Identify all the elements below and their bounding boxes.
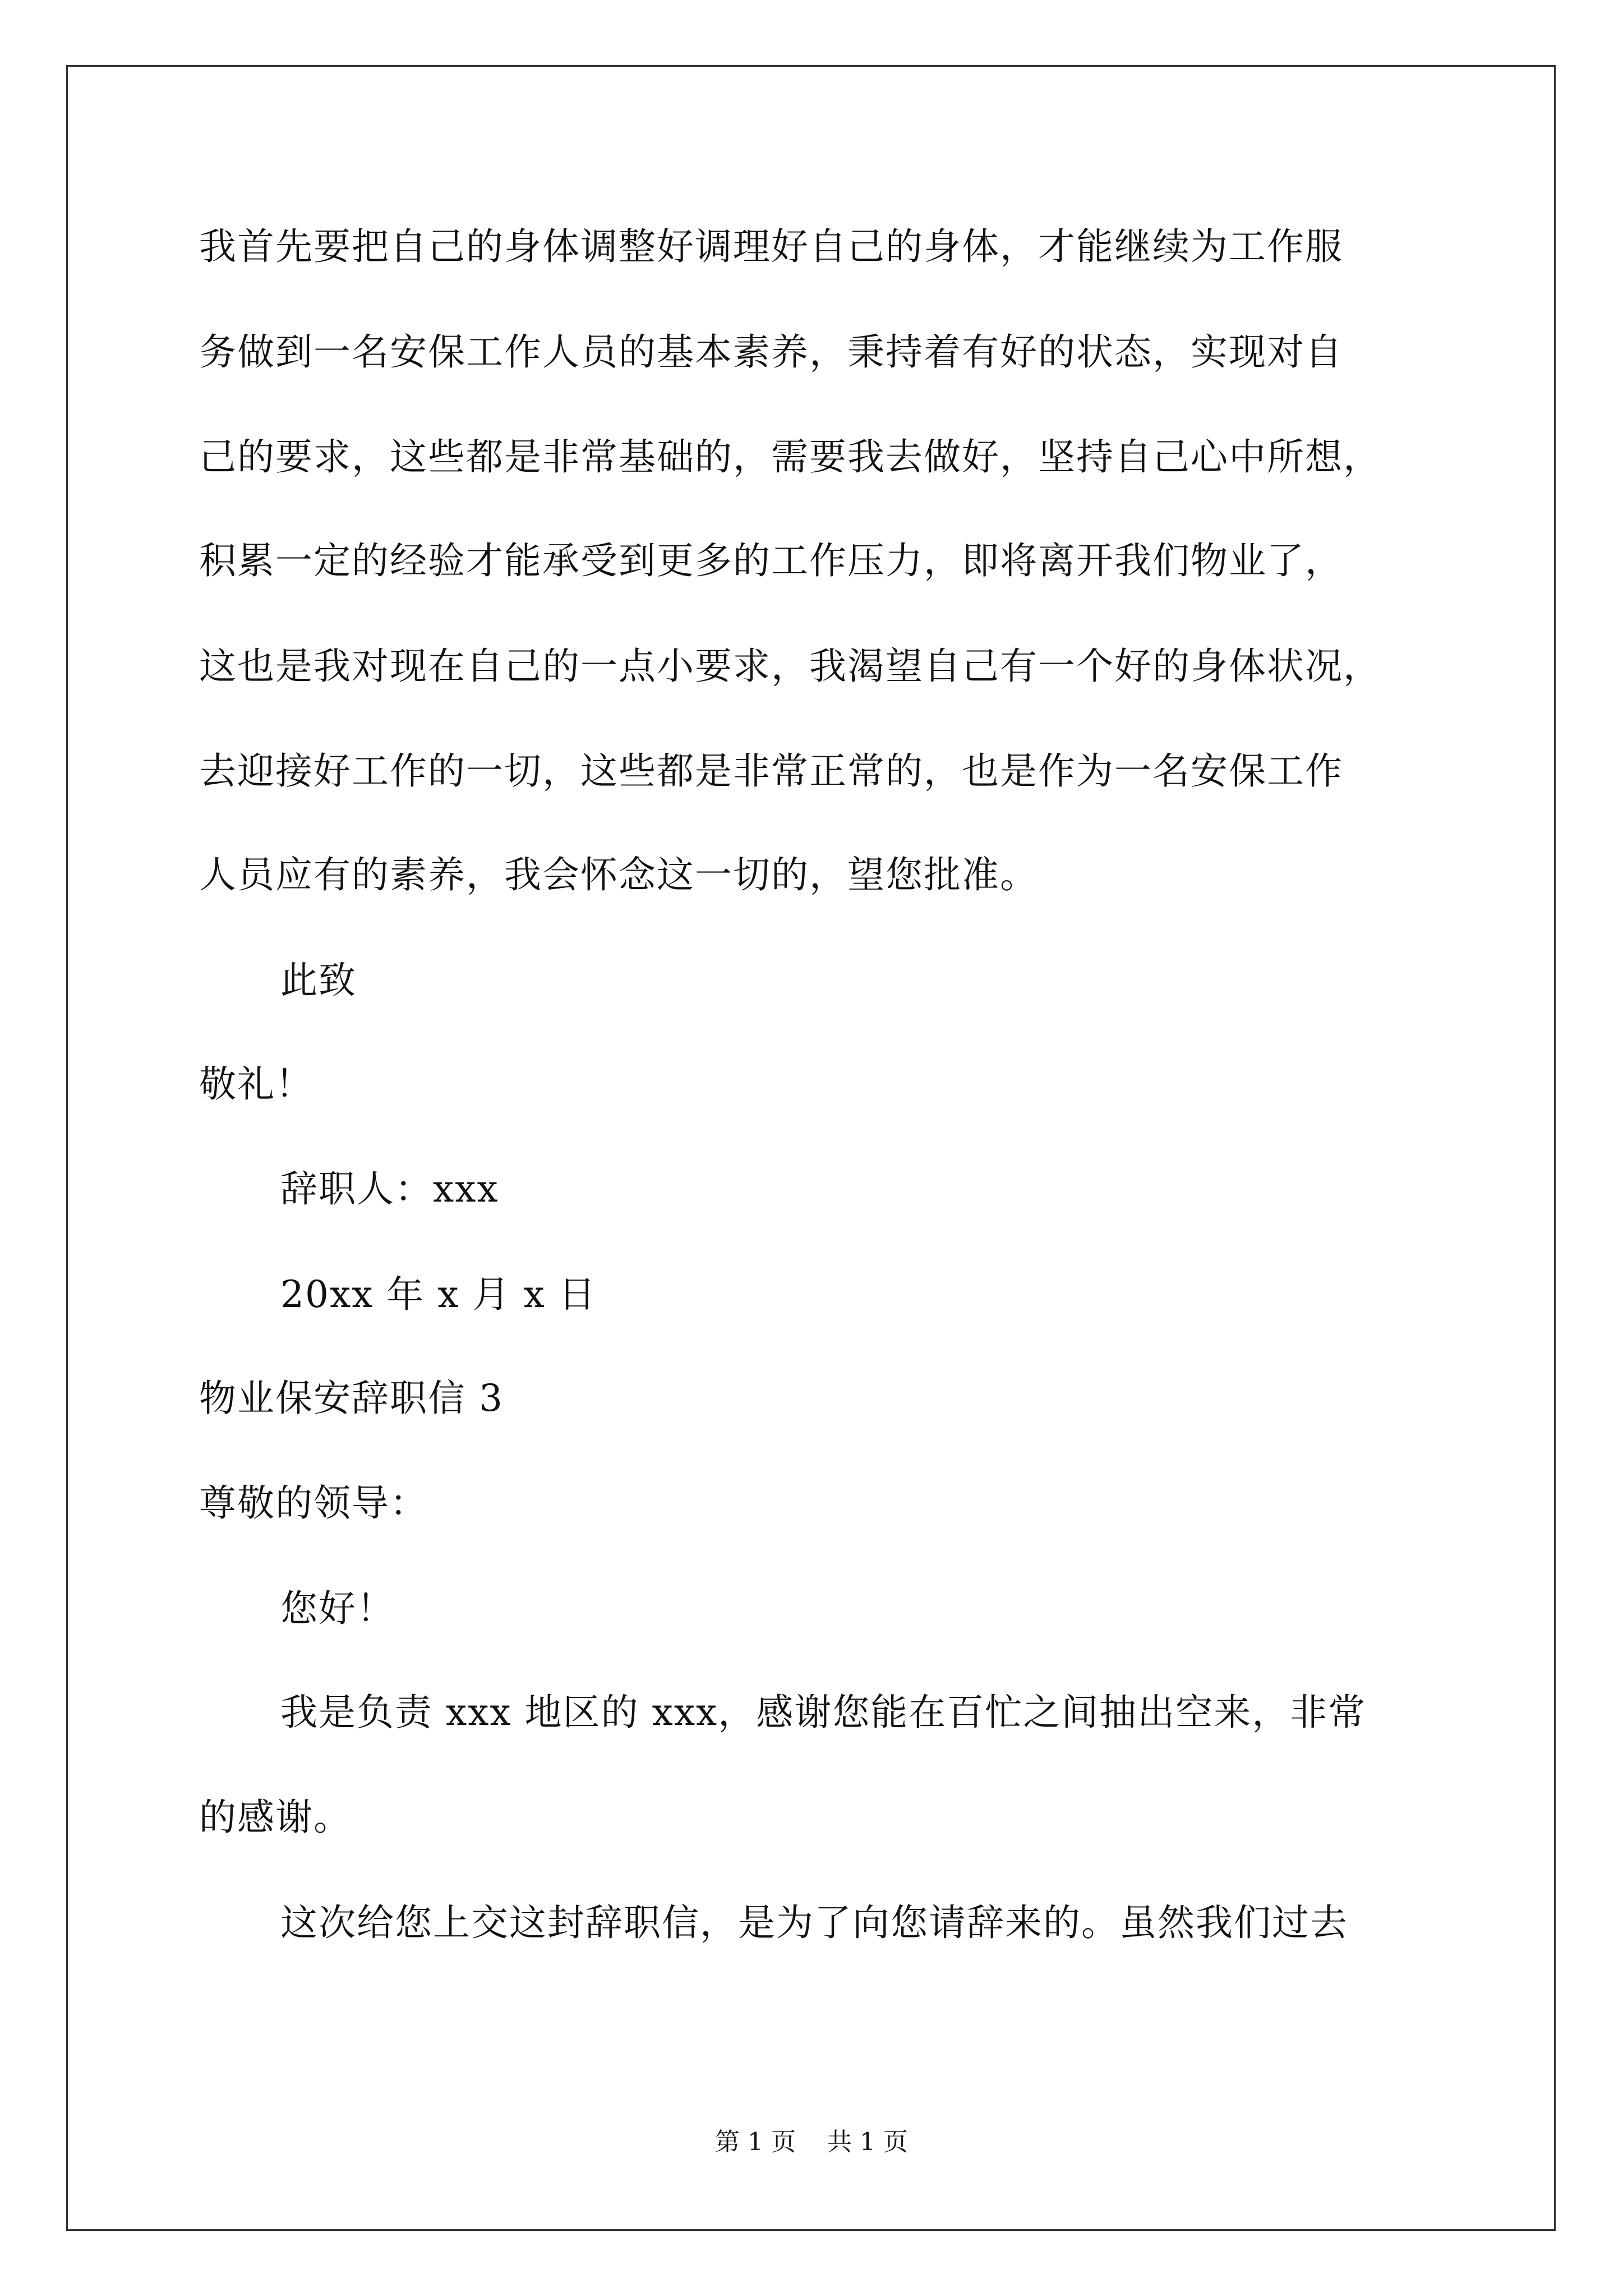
signer-line: 辞职人：xxx bbox=[280, 1167, 499, 1211]
section-title: 物业保安辞职信 3 bbox=[199, 1377, 504, 1420]
body-line-2: 务做到一名安保工作人员的基本素养，秉持着有好的状态，实现对自 bbox=[199, 330, 1343, 374]
body-line-6: 去迎接好工作的一切，这些都是非常正常的，也是作为一名安保工作 bbox=[199, 749, 1343, 793]
body-line-7: 人员应有的素养，我会怀念这一切的，望您批准。 bbox=[199, 853, 1038, 896]
body-line-3: 己的要求，这些都是非常基础的，需要我去做好，坚持自己心中所想， bbox=[199, 435, 1381, 478]
page-footer: 第 1 页 共 1 页 bbox=[715, 2128, 908, 2156]
body-line-5: 这也是我对现在自己的一点小要求，我渴望自己有一个好的身体状况， bbox=[199, 645, 1381, 688]
para2-line-2: 的感谢。 bbox=[199, 1796, 352, 1839]
closing-line: 此致 bbox=[280, 959, 357, 1002]
greeting-line: 尊敬的领导： bbox=[199, 1481, 428, 1525]
date-line: 20xx 年 x 月 x 日 bbox=[280, 1273, 597, 1316]
para3-line-1: 这次给您上交这封辞职信，是为了向您请辞来的。虽然我们过去 bbox=[280, 1901, 1348, 1944]
body-line-1: 我首先要把自己的身体调整好调理好自己的身体，才能继续为工作服 bbox=[199, 225, 1343, 268]
salute-line: 敬礼！ bbox=[199, 1062, 313, 1106]
body-line-4: 积累一定的经验才能承受到更多的工作压力，即将离开我们物业了， bbox=[199, 539, 1343, 582]
para2-line-1: 我是负责 xxx 地区的 xxx，感谢您能在百忙之间抽出空来，非常 bbox=[280, 1691, 1367, 1734]
hello-line: 您好！ bbox=[280, 1587, 395, 1630]
